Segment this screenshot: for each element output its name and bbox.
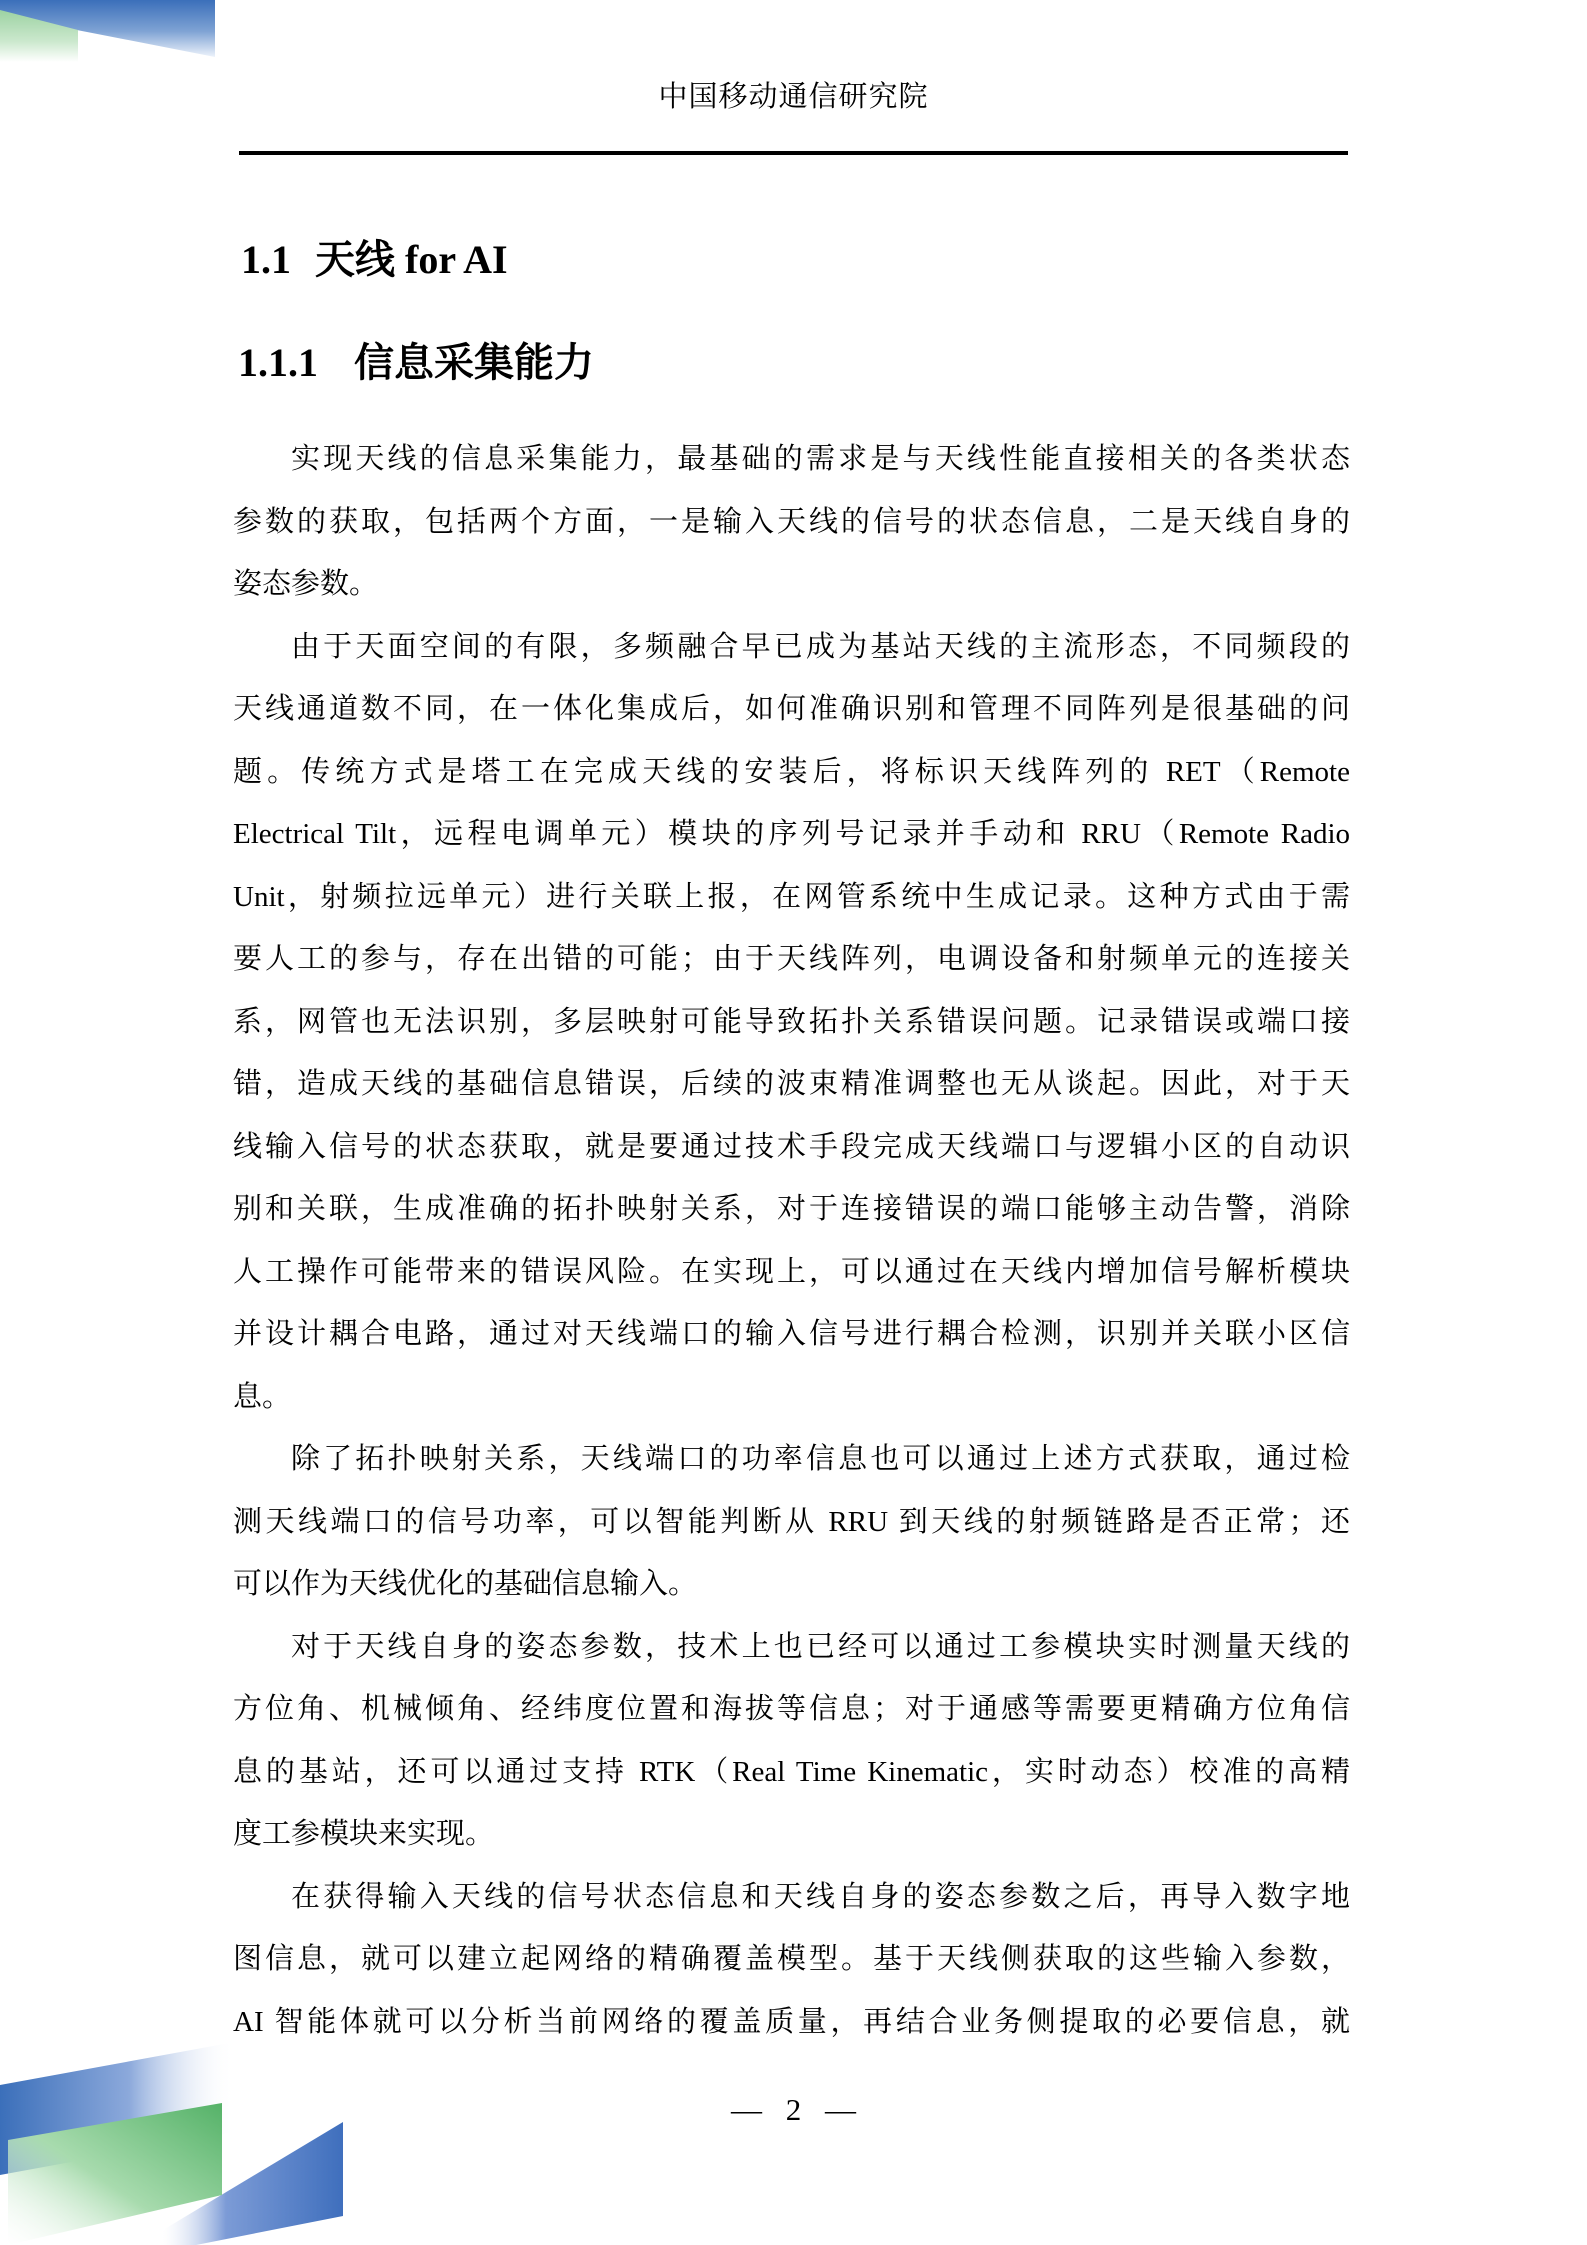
body-line: 人工操作可能带来的错误风险。在实现上，可以通过在天线内增加信号解析模块 xyxy=(233,1255,1350,1288)
body-line: 由于天面空间的有限，多频融合早已成为基站天线的主流形态，不同频段的 xyxy=(291,630,1350,663)
body-line: 息。 xyxy=(233,1380,292,1413)
paragraph xyxy=(233,1428,1350,1616)
body-line: 天线通道数不同，在一体化集成后，如何准确识别和管理不同阵列是很基础的问 xyxy=(233,693,1350,725)
body-line: 系，网管也无法识别，多层映射可能导致拓扑关系错误问题。记录错误或端口接 xyxy=(233,1005,1350,1038)
body-text xyxy=(233,428,1350,2053)
heading-title: 信息采集能力 xyxy=(354,340,594,385)
body-line: 要人工的参与，存在出错的可能；由于天线阵列，电调设备和射频单元的连接关 xyxy=(233,943,1350,975)
paragraph xyxy=(233,1866,1350,2054)
body-line: 在获得输入天线的信号状态信息和天线自身的姿态参数之后，再导入数字地 xyxy=(291,1880,1350,1913)
paragraph xyxy=(233,616,1350,1429)
paragraph xyxy=(233,428,1350,616)
body-line: 方位角、机械倾角、经纬度位置和海拔等信息；对于通感等需要更精确方位角信 xyxy=(233,1693,1350,1725)
corner-ribbon-decoration-top xyxy=(0,0,220,64)
heading-number: 1.1 xyxy=(241,237,291,282)
corner-ribbon-decoration-bottom xyxy=(0,2040,360,2245)
body-line: 并设计耦合电路，通过对天线端口的输入信号进行耦合检测，识别并关联小区信 xyxy=(233,1318,1350,1350)
body-line: 除了拓扑映射关系，天线端口的功率信息也可以通过上述方式获取，通过检 xyxy=(291,1443,1350,1475)
footer-page-number: — 2 — xyxy=(731,2092,856,2127)
header-rule xyxy=(239,151,1348,155)
body-line: Electrical Tilt，远程电调单元）模块的序列号记录并手动和 RRU（Remote Radio xyxy=(233,818,1350,850)
body-line: Unit，射频拉远单元）进行关联上报，在网管系统中生成记录。这种方式由于需 xyxy=(233,880,1350,913)
paragraph xyxy=(233,1616,1350,1866)
body-line: 实现天线的信息采集能力，最基础的需求是与天线性能直接相关的各类状态 xyxy=(291,443,1350,475)
body-line: 测天线端口的信号功率，可以智能判断从 RRU 到天线的射频链路是否正常；还 xyxy=(233,1505,1350,1538)
body-line: 参数的获取，包括两个方面，一是输入天线的信号的状态信息，二是天线自身的 xyxy=(233,505,1350,538)
body-line: 可以作为天线优化的基础信息输入。 xyxy=(233,1568,698,1600)
body-line: 题。传统方式是塔工在完成天线的安装后，将标识天线阵列的 RET（Remote xyxy=(233,755,1350,788)
body-line: 姿态参数。 xyxy=(233,568,379,600)
body-line: 图信息，就可以建立起网络的精确覆盖模型。基于天线侧获取的这些输入参数， xyxy=(233,1943,1350,1975)
body-line: 对于天线自身的姿态参数，技术上也已经可以通过工参模块实时测量天线的 xyxy=(291,1630,1350,1663)
section-heading-1-1-1 xyxy=(238,338,594,388)
body-line: 别和关联，生成准确的拓扑映射关系，对于连接错误的端口能够主动告警，消除 xyxy=(233,1193,1350,1225)
page-header-title: 中国移动通信研究院 xyxy=(658,81,929,113)
body-line: 错，造成天线的基础信息错误，后续的波束精准调整也无从谈起。因此，对于天 xyxy=(233,1068,1350,1100)
body-line: 线输入信号的状态获取，就是要通过技术手段完成天线端口与逻辑小区的自动识 xyxy=(233,1130,1350,1163)
heading-title: 天线 for AI xyxy=(315,237,508,282)
body-line: 度工参模块来实现。 xyxy=(233,1818,495,1850)
body-line: 息的基站，还可以通过支持 RTK（Real Time Kinematic，实时动态）校准的高精 xyxy=(233,1755,1350,1788)
body-line: AI 智能体就可以分析当前网络的覆盖质量，再结合业务侧提取的必要信息，就 xyxy=(233,2005,1350,2038)
section-heading-1-1 xyxy=(241,236,508,284)
heading-number: 1.1.1 xyxy=(238,340,318,385)
